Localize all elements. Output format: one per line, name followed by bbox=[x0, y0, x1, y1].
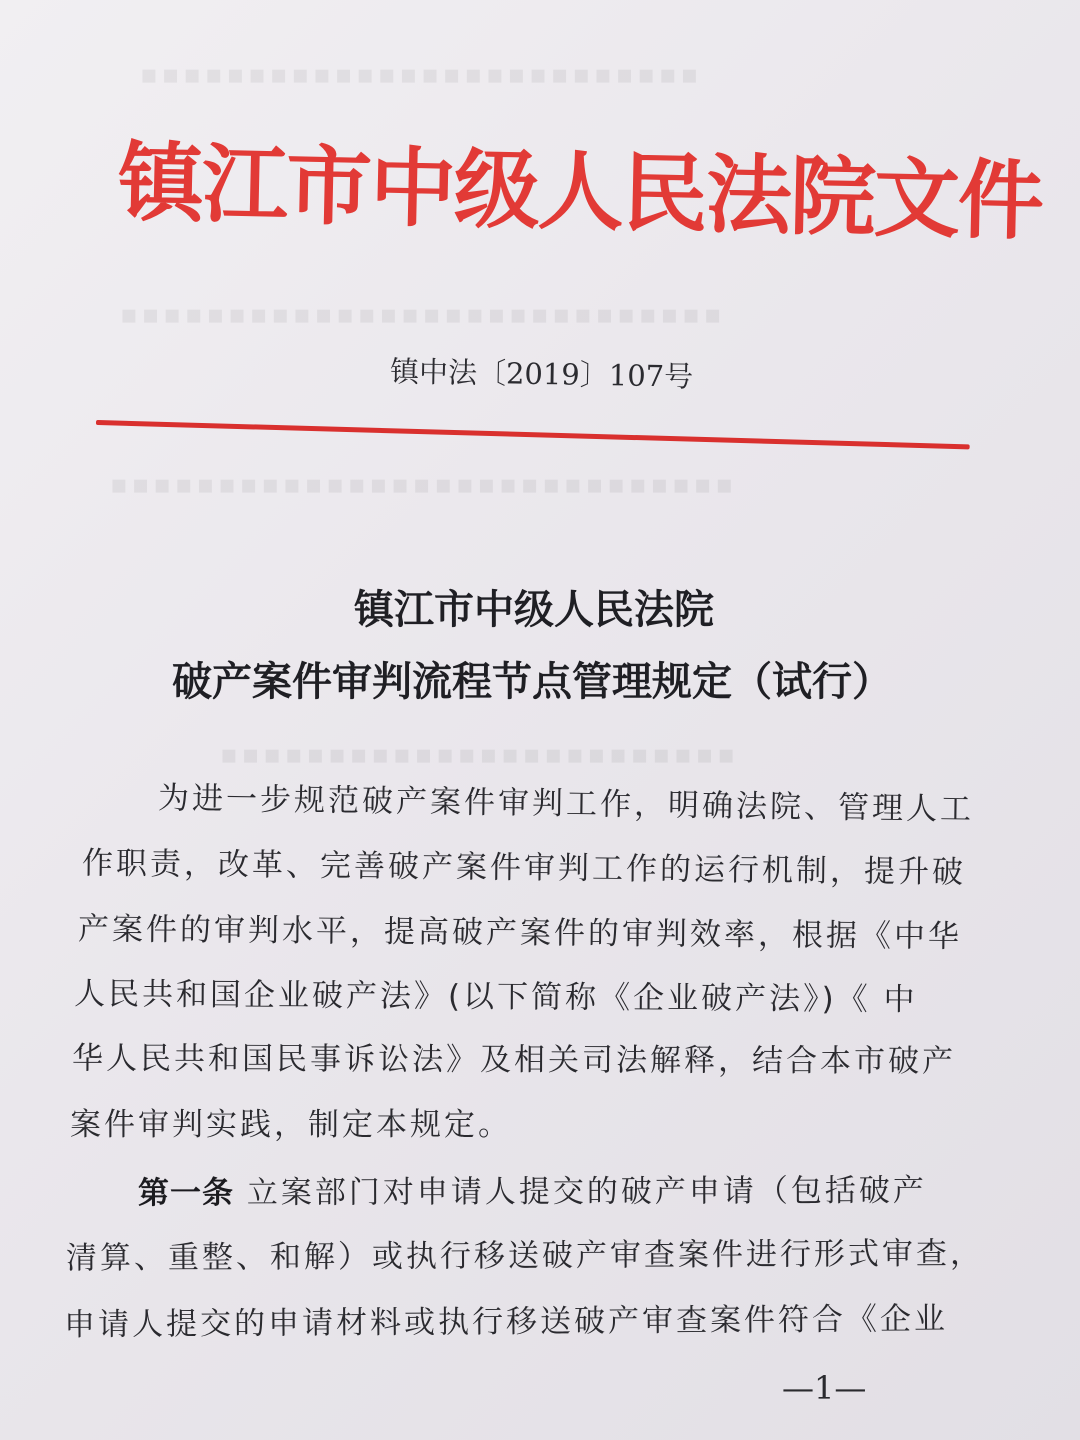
preamble-line: 华人民共和国民事诉讼法》及相关司法解释，结合本市破产 bbox=[71, 1040, 957, 1080]
page-number: —1— bbox=[782, 1369, 867, 1407]
preamble-line: 作职责，改革、完善破产案件审判工作的运行机制，提升破 bbox=[81, 845, 967, 891]
article-1-line: 清算、重整、和解）或执行移送破产审查案件进行形式审查， bbox=[65, 1235, 985, 1277]
article-1-line: 申请人提交的申请材料或执行移送破产审查案件符合《企业 bbox=[63, 1300, 949, 1344]
article-1-heading: 第一条 bbox=[137, 1175, 235, 1212]
red-separator-line bbox=[96, 420, 970, 449]
show-through-texture: ▪▪▪▪▪▪▪▪▪▪▪▪▪▪▪▪▪▪▪▪▪▪▪▪▪▪▪▪ bbox=[120, 300, 726, 330]
document-number: 镇中法〔2019〕107号 bbox=[389, 354, 694, 394]
preamble-line: 产案件的审判水平，提高破产案件的审判效率，根据《中华 bbox=[77, 911, 963, 955]
preamble-line: 案件审判实践，制定本规定。 bbox=[70, 1107, 512, 1143]
preamble-line: 为进一步规范破产案件审判工作，明确法院、管理人工 bbox=[157, 780, 975, 828]
show-through-texture: ▪▪▪▪▪▪▪▪▪▪▪▪▪▪▪▪▪▪▪▪▪▪▪▪▪▪▪▪▪ bbox=[110, 470, 738, 500]
article-1-first-line bbox=[138, 1171, 927, 1214]
show-through-texture: ▪▪▪▪▪▪▪▪▪▪▪▪▪▪▪▪▪▪▪▪▪▪▪▪▪▪ bbox=[140, 60, 703, 90]
regulation-title-line-1: 镇江市中级人民法院 bbox=[354, 586, 714, 633]
show-through-texture: ▪▪▪▪▪▪▪▪▪▪▪▪▪▪▪▪▪▪▪▪▪▪▪▪ bbox=[220, 740, 739, 770]
regulation-title-line-2: 破产案件审判流程节点管理规定（试行） bbox=[172, 658, 892, 705]
preamble-line: 人民共和国企业破产法》(以下简称《企业破产法》)《 中 bbox=[73, 976, 918, 1018]
document-header-title: 镇江市中级人民法院文件 bbox=[116, 132, 1043, 253]
article-1-text: 立案部门对申请人提交的破产申请（包括破产 bbox=[233, 1172, 927, 1212]
